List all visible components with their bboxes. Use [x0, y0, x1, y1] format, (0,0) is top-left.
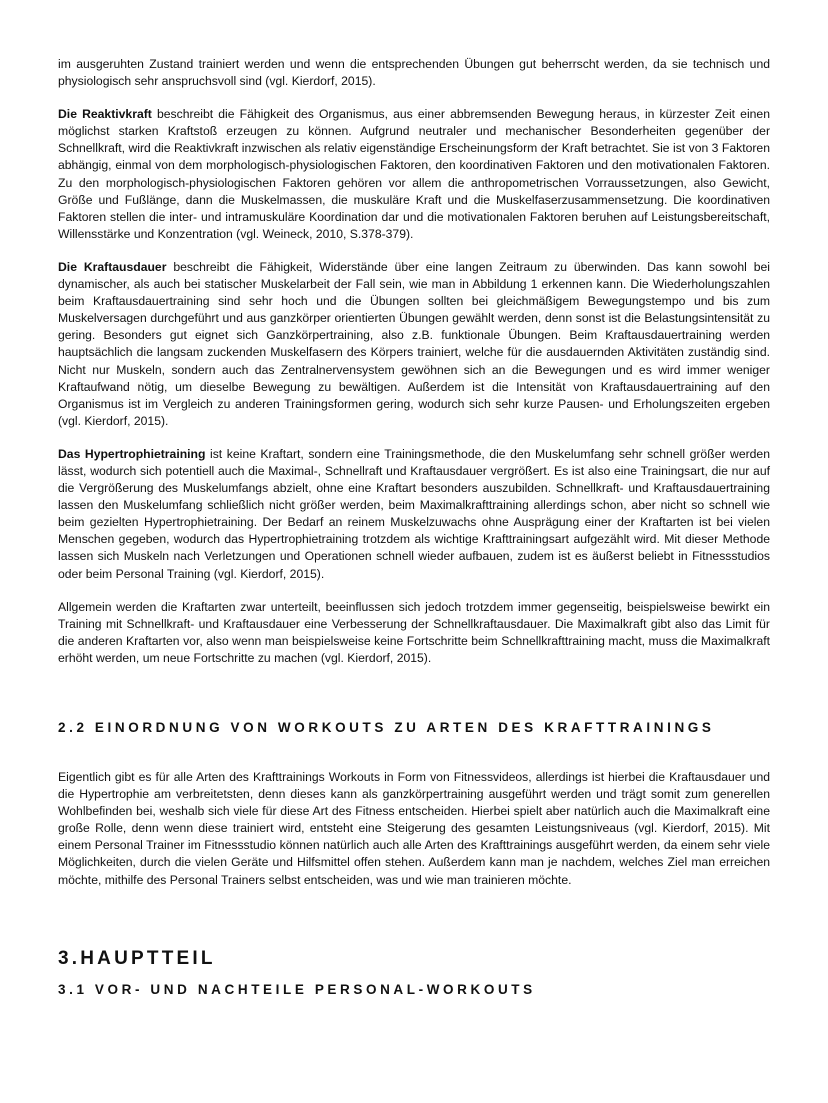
paragraph-continuation: im ausgeruhten Zustand trainiert werden und wenn die entsprechenden Übungen gut beherrscht werden, da sie technisch und physiologisch sehr anspruchsvoll sind (vgl. Kierdorf, 2015).: [58, 57, 770, 89]
paragraph-allgemein: Allgemein werden die Kraftarten zwar unterteilt, beeinflussen sich jedoch trotzdem immer gegenseitig, beispielsweise bewirkt ein Training mit Schnellkraft- und Kraftausdauer eine Verbesserung der Schnellkraftausdauer. Die Maximalkraft gibt also das Limit für die anderen Kraftarten vor, also wenn man beispielsweise keine Fortschritte beim Schnellkrafttraining macht, muss die Maximalkraft erhöht werden, um neue Fortschritte zu machen (vgl. Kierdorf, 2015).: [58, 599, 770, 665]
paragraph-hypertrophietraining: [58, 446, 770, 583]
chapter-heading-3: 3.HAUPTTEIL: [58, 947, 216, 969]
paragraph-text: beschreibt die Fähigkeit, Widerstände über eine langen Zeitraum zu überwinden. Das kann sowohl bei dynamischer, als auch bei statischer Muskelarbeit der Fall sein, wie man in Abbildung 1 erkennen kann. Die Wiederholungszahlen beim Kraftausdauertraining sind sehr hoch und die Übungen sollten bei gleichmäßigem Bewegungstempo und bis zum Muskelversagen durchgeführt und aus ganzkörper orientierten Übungen gewählt werden, denn sonst ist die Belastungsintensität zu gering. Besonders gut eignet sich Ganzkörpertraining, also z.B. funktionale Übungen. Beim Kraftausdauertraining werden hauptsächlich die langsam zuckenden Muskelfasern des Körpers trainiert, welche für die ausdauernden Aktivitäten zuständig sind. Nicht nur Muskeln, sondern auch das Zentralnervensystem gewöhnen sich an die Bewegungen und es wird immer weniger Kraftaufwand nötig, um dieselbe Bewegung zu bewältigen. Außerdem ist die Intensität von Kraftausdauertraining auf den Organismus ist im Vergleich zu anderen Trainingsformen gering, wodurch sich sehr kurze Pausen- und Erholungszeiten ergeben (vgl. Kierdorf, 2015).: [58, 259, 770, 428]
paragraph-kraftausdauer: [58, 259, 770, 430]
section-heading-2-2: 2.2 EINORDNUNG VON WORKOUTS ZU ARTEN DES KRAFTTRAININGS: [58, 720, 715, 735]
paragraph-text: ist keine Kraftart, sondern eine Trainingsmethode, die den Muskelumfang sehr schnell größer werden lässt, wodurch sich potentiell auch die Maximal-, Schnellraft und Kraftausdauer vergrößert. Es ist also eine Trainingsart, die nur auf die Vergrößerung des Muskelumfangs abzielt, ohne eine Kraftart besonders auszubilden. Schnellkraft- und Kraftausdauertraining lassen den Muskelumfang schließlich nicht größer werden, beim Maximalkrafttraining allerdings schon, aber nicht so schnell wie beim gezielten Hypertrophietraining. Der Bedarf an reinem Muskelzuwachs ohne Ausprägung einer der Kraftarten ist bei vielen Menschen gegeben, wodurch das Hypertrophietraining trotzdem als wichtige Krafttrainingsart aufgezählt wird. Mit dieser Methode lassen sich Muskeln nach Verletzungen und Operationen schnell wieder aufbauen, zudem ist es äußerst beliebt in Fitnessstudios oder beim Personal Training (vgl. Kierdorf, 2015).: [58, 446, 770, 581]
paragraph-einordnung: Eigentlich gibt es für alle Arten des Krafttrainings Workouts in Form von Fitnessvideos, allerdings ist hierbei die Kraftausdauer und die Hypertrophie am verbreitetsten, denn dieses kann als ganzkörpertraining ausgeführt werden und trägt somit zum generellen Wohlbefinden bei, weshalb sich viele für diese Art des Fitness entscheiden. Hierbei spielt aber natürlich auch die Maximalkraft eine große Rolle, denn wenn diese trainiert wird, entsteht eine Steigerung des gesamten Leistungsniveaus (vgl. Kierdorf, 2015). Mit einem Personal Trainer im Fitnessstudio können natürlich auch alle Arten des Krafttrainings ausgeführt werden, da einem sehr viele Möglichkeiten, durch die vielen Geräte und Hilfsmittel offen stehen. Außerdem kann man je nachdem, welches Ziel man erreichen möchte, mithilfe des Personal Trainers selbst entscheiden, was und wie man trainieren möchte.: [58, 770, 770, 887]
document-page: [58, 56, 770, 999]
term-kraftausdauer: Die Kraftausdauer: [58, 259, 167, 274]
paragraph-reaktivkraft: [58, 106, 770, 243]
term-hypertrophietraining: Das Hypertrophietraining: [58, 446, 206, 461]
paragraph-text: beschreibt die Fähigkeit des Organismus, aus einer abbremsenden Bewegung heraus, in kürzester Zeit einen möglichst starken Kraftstoß erzeugen zu können. Aufgrund neutraler und mechanischer Besonderheiten gegenüber der Schnellkraft, wird die Reaktivkraft inzwischen als relativ eigenständige Erscheinungsform der Kraft betrachtet. Sie ist von 3 Faktoren abhängig, einmal von dem morphologisch-physiologischen Faktoren, den koordinativen Faktoren und den motivationalen Faktoren. Zu den morphologisch-physiologischen Faktoren gehören vor allem die anthropometrischen Vorraussetzungen, also Gewicht, Größe und Fußlänge, dann die Muskelmassen, die muskuläre Kraft und die Muskelfaserzusammensetzung. Die koordinativen Faktoren stellen die inter- und intramuskuläre Koordination dar und die motivationalen Faktoren beruhen auf Leistungsbereitschaft, Willensstärke und Konzentration (vgl. Weineck, 2010, S.378-379).: [58, 107, 770, 241]
term-reaktivkraft: Die Reaktivkraft: [58, 107, 152, 122]
section-heading-3-1: 3.1 VOR- UND NACHTEILE PERSONAL-WORKOUTS: [58, 981, 536, 997]
